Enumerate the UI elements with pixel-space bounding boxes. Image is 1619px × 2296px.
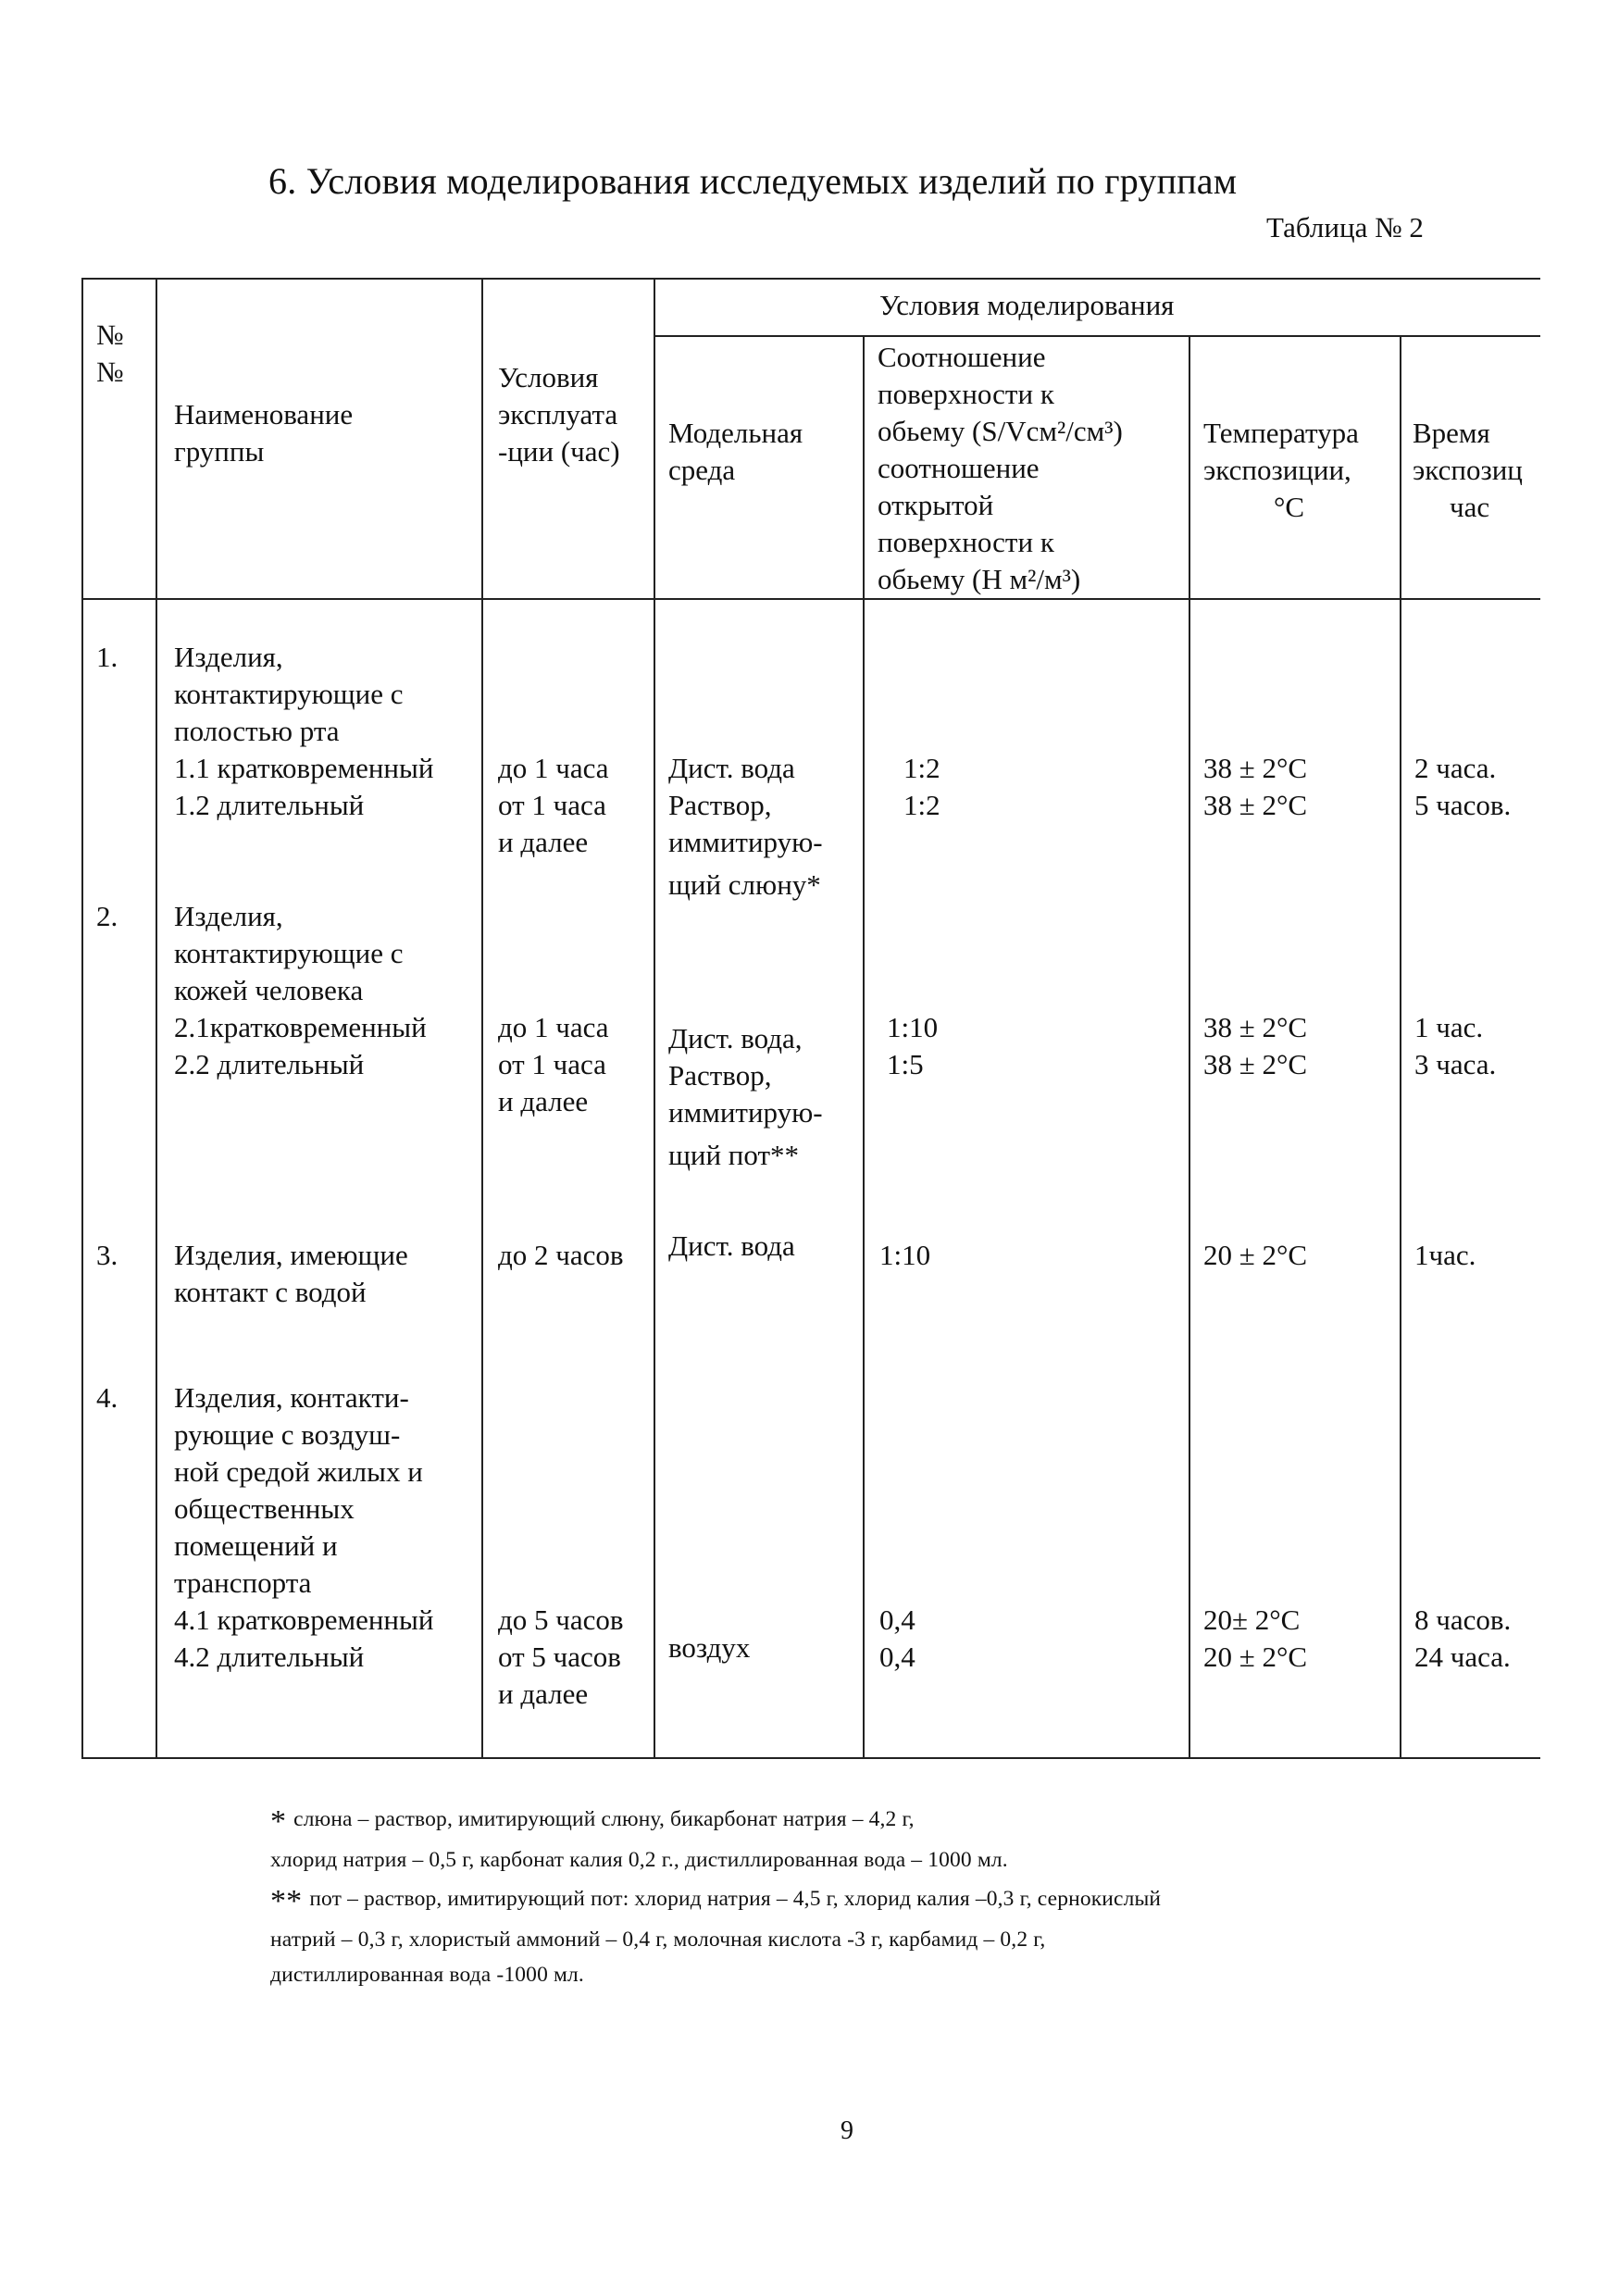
time-value: 8 часов. [1414,1603,1512,1636]
header-usage: -ции (час) [498,435,620,468]
footnote-marker: * [270,1804,287,1839]
footnote-marker: ** [270,1884,303,1918]
group-name-line: Изделия, имеющие [174,1239,408,1271]
page-title: 6. Условия моделирования исследуемых изделий по группам [268,160,1238,202]
group-name-line: общественных [174,1492,355,1525]
usage-line: от 5 часов [498,1641,621,1673]
usage-line: до 5 часов [498,1603,624,1636]
header-ratio: поверхности к [878,378,1054,410]
medium-line: иммитирую- [668,826,823,858]
footnote-saliva [270,1802,915,1840]
header-ratio: обьему (Н м²/м³) [878,563,1081,595]
footnote-sweat [270,1881,1161,1919]
header-ratio: открытой [878,489,994,521]
footnote-sweat-cont: натрий – 0,3 г, хлористый аммоний – 0,4 г, молочная кислота -3 г, карбамид – 0,2 г, [270,1928,1046,1952]
header-modeling-conditions: Условия моделирования [879,289,1175,321]
group-name-line: 2.2 длительный [174,1048,365,1080]
usage-line: и далее [498,1085,589,1117]
usage-line: до 1 часа [498,752,609,784]
group-name-line: 2.1кратковременный [174,1011,427,1043]
ratio-value: 1:2 [903,789,940,821]
group-name-line: 4.1 кратковременный [174,1603,434,1636]
group-name-line: контактирующие с [174,678,404,710]
medium-line: Дист. вода [668,752,795,784]
footnote-saliva-cont: хлорид натрия – 0,5 г, карбонат калия 0,2 г., дистиллированная вода – 1000 мл. [270,1848,1008,1872]
medium-line: иммитирую- [668,1096,823,1129]
header-ratio: поверхности к [878,526,1054,558]
group-name-line: кожей человека [174,974,364,1006]
header-ratio: соотношение [878,452,1040,484]
header-time: Время [1413,417,1490,449]
ratio-value: 1:5 [887,1048,924,1080]
group-name-line: рующие с воздуш- [174,1418,401,1451]
temperature-value: 38 ± 2°C [1203,1048,1308,1080]
header-temperature: экспозиции, [1203,454,1351,486]
header-usage: Условия [498,361,599,393]
group-name-line: 4.2 длительный [174,1641,365,1673]
medium-line: Раствор, [668,789,772,821]
header-group-name: Наименование [174,398,354,430]
group-name-line: Изделия, контакти- [174,1381,409,1414]
header-time: экспозиц [1413,454,1523,486]
row-num: 2. [96,900,118,932]
footnote-text: слюна – раствор, имитирующий слюну, бикарбонат натрия – 4,2 г, [293,1807,915,1831]
group-name-line: контактирующие с [174,937,404,969]
medium-line: Дист. вода, [668,1022,803,1054]
medium-line: Дист. вода [668,1229,795,1262]
temperature-value: 20 ± 2°C [1203,1641,1308,1673]
group-name-line: Изделия, [174,900,283,932]
header-ratio: обьему (S/Vсм²/см³) [878,415,1123,447]
temperature-value: 38 ± 2°C [1203,752,1308,784]
temperature-value: 20± 2°C [1203,1603,1301,1636]
temperature-value: 38 ± 2°C [1203,789,1308,821]
time-value: 2 часа. [1414,752,1497,784]
group-name-line: транспорта [174,1566,312,1599]
header-group-name: группы [174,435,265,468]
ratio-value: 1:2 [903,752,940,784]
usage-line: до 1 часа [498,1011,609,1043]
temperature-value: 38 ± 2°C [1203,1011,1308,1043]
group-name-line: 1.1 кратковременный [174,752,434,784]
time-value: 3 часа. [1414,1048,1497,1080]
usage-line: от 1 часа [498,1048,606,1080]
time-value: 1 час. [1414,1011,1484,1043]
header-ratio: Соотношение [878,341,1046,373]
footnote-sweat-cont: дистиллированная вода -1000 мл. [270,1963,584,1987]
group-name-line: полостью рта [174,715,340,747]
header-medium: Модельная [668,417,803,449]
group-name-line: помещений и [174,1529,338,1562]
header-num: № [96,318,124,351]
header-medium: среда [668,454,736,486]
row-num: 4. [96,1381,118,1414]
header-temperature: Температура [1203,417,1359,449]
usage-line: от 1 часа [498,789,606,821]
medium-line: щий пот** [668,1139,800,1171]
header-num: № [96,356,124,388]
header-temperature: °C [1274,491,1305,523]
time-value: 24 часа. [1414,1641,1511,1673]
medium-line: воздух [668,1631,751,1664]
page-number: 9 [841,2116,853,2145]
usage-line: и далее [498,826,589,858]
group-name-line: ной средой жилых и [174,1455,423,1488]
medium-line: Раствор, [668,1059,772,1092]
group-name-line: 1.2 длительный [174,789,365,821]
row-num: 1. [96,641,118,673]
footnote-text: пот – раствор, имитирующий пот: хлорид натрия – 4,5 г, хлорид калия –0,3 г, сернокислый [309,1887,1162,1911]
header-time: час [1450,491,1490,523]
header-usage: эксплуата [498,398,618,430]
time-value: 1час. [1414,1239,1476,1271]
group-name-line: контакт с водой [174,1276,367,1308]
ratio-value: 0,4 [879,1603,915,1636]
time-value: 5 часов. [1414,789,1512,821]
usage-line: и далее [498,1678,589,1710]
temperature-value: 20 ± 2°C [1203,1239,1308,1271]
usage-line: до 2 часов [498,1239,624,1271]
ratio-value: 1:10 [879,1239,931,1271]
ratio-value: 0,4 [879,1641,915,1673]
table-caption: Таблица № 2 [1266,211,1424,243]
group-name-line: Изделия, [174,641,283,673]
row-num: 3. [96,1239,118,1271]
ratio-value: 1:10 [887,1011,939,1043]
medium-line: щий слюну* [668,868,821,901]
